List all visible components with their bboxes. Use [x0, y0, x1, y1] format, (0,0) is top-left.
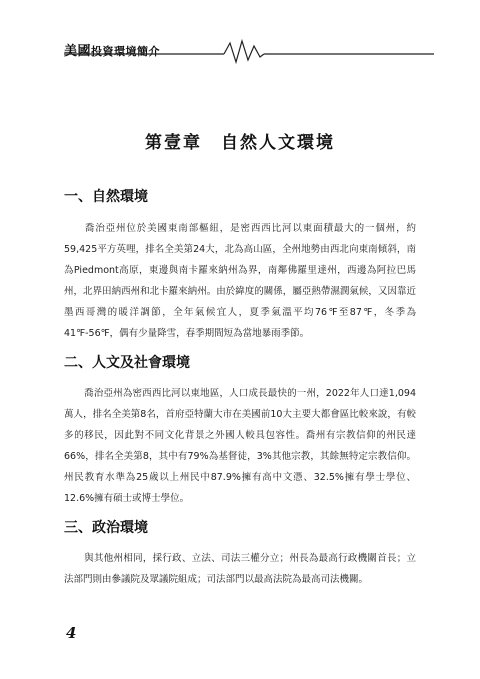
running-header	[64, 38, 434, 66]
section-paragraph-social-environment	[64, 383, 416, 509]
chapter-title: 第壹章 自然人文環境	[145, 133, 335, 153]
paragraph-text: 喬治亞州位於美國東南部樞紐，是密西西比河以東面積最大的一個州，約59,425平方英哩，排名全美第24大，北為高山區，全州地勢由西北向東南傾斜，南為Piedmont高原，東邊與南卡羅來納州為界，南鄰佛羅里達州，西邊為阿拉巴馬州，北界田納西州和北卡羅來納州。由於緯度的關係，屬亞熱帶濕潤氣候，又因靠近墨西哥灣的暖洋調節，全年氣候宜人，夏季氣溫平均76℉至87℉，冬季為41℉-56℉，偶有少量降雪，春季期間短為當地暴雨季節。	[64, 223, 416, 339]
paragraph-text: 喬治亞州為密西西比河以東地區，人口成長最快的一州，2022年人口達1,094萬人，排名全美第8名，首府亞特蘭大市在美國前10大主要大都會區比較來說，有較多的移民，因此對不同文化背景之外國人較具包容性。喬州有宗教信仰的州民達66%，排名全美第8，其中有79%為基督徒，3%其他宗教，其餘無特定宗教信仰。州民教育水準為25歲以上州民中87.9%擁有高中文憑、32.5%擁有學士學位、12.6%擁有碩士或博士學位。	[64, 388, 416, 504]
page-number: 4	[66, 624, 77, 642]
section-heading-social-environment: 二、人文及社會環境	[64, 355, 190, 371]
section-heading-political-environment: 三、政治環境	[64, 520, 148, 536]
section-heading-natural-environment: 一、自然環境	[64, 189, 148, 205]
header-pulse-line	[64, 38, 434, 66]
paragraph-text: 與其他州相同，採行政、立法、司法三權分立；州長為最高行政機關首長；立法部門則由參議院及眾議院組成；司法部門以最高法院為最高司法機關。	[64, 553, 416, 585]
header-title-rest: 投資環境簡介	[91, 45, 161, 58]
section-paragraph-natural-environment	[64, 218, 416, 344]
header-title-prefix: 美國	[64, 44, 92, 59]
section-paragraph-political-environment	[64, 548, 416, 590]
